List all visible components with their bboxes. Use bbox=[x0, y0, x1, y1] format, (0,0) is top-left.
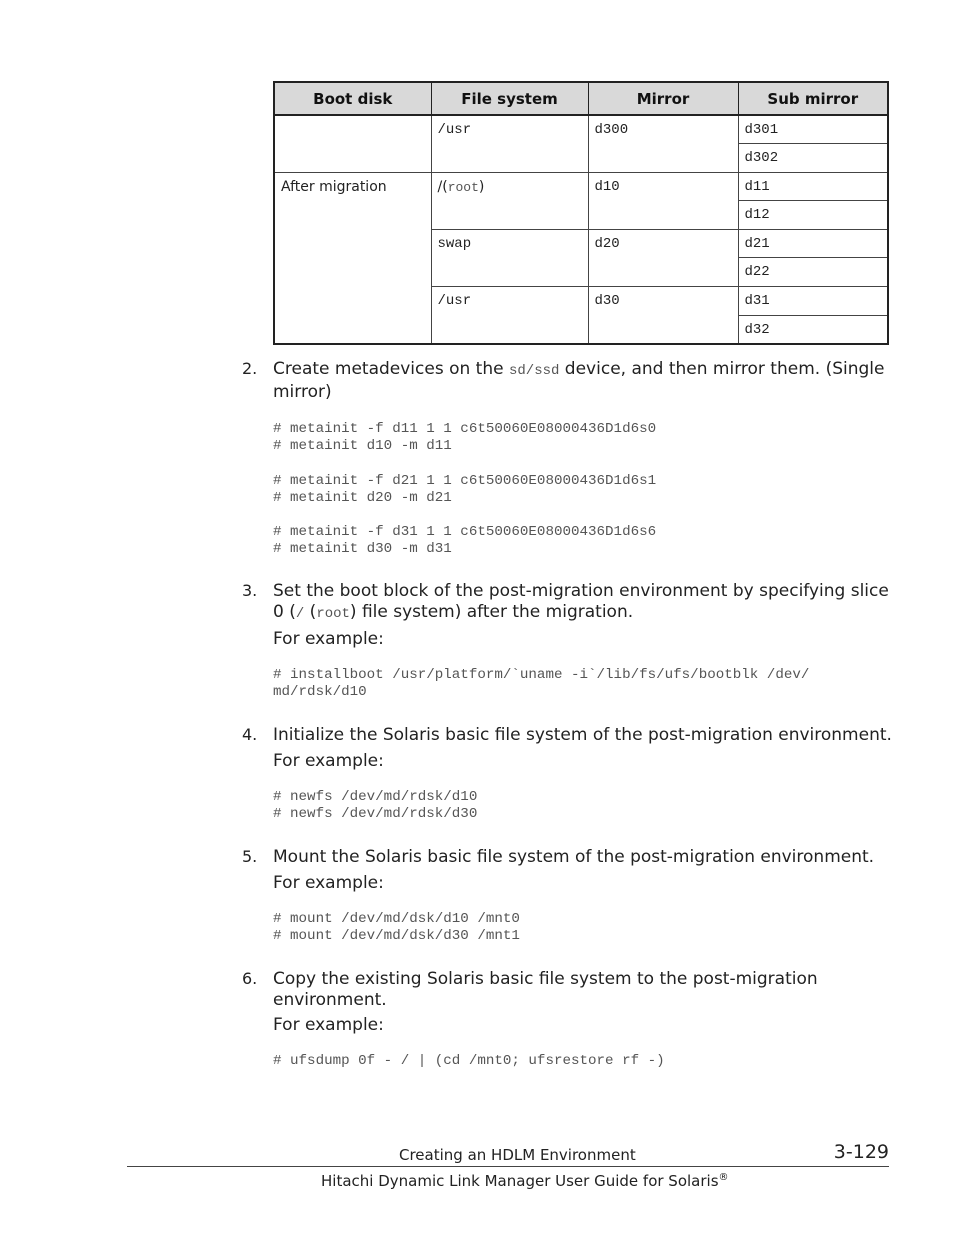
step-text bbox=[273, 359, 892, 402]
mirror-cell: d20 bbox=[588, 229, 738, 286]
table-header-row bbox=[274, 82, 888, 115]
step-number: 2. bbox=[242, 359, 258, 378]
header-sub-mirror: Sub mirror bbox=[738, 82, 888, 115]
code-block-step-5: # mount /dev/md/dsk/d10 /mnt0 # mount /dev/md/dsk/d30 /mnt1 bbox=[273, 911, 520, 945]
step-6 bbox=[242, 969, 892, 1036]
step-number: 3. bbox=[242, 581, 258, 600]
code-block-step-4: # newfs /dev/md/rdsk/d10 # newfs /dev/md/rdsk/d30 bbox=[273, 789, 478, 823]
for-example-label: For example: bbox=[273, 1015, 384, 1035]
sub-mirror-cell: d301 bbox=[738, 115, 888, 144]
step-5 bbox=[242, 847, 892, 893]
sub-mirror-cell: d22 bbox=[738, 258, 888, 287]
step-text bbox=[273, 581, 892, 624]
file-system-cell: /usr bbox=[431, 287, 588, 344]
step-text-c: ) file system) after the migration. bbox=[349, 601, 634, 622]
page-number: 3-129 bbox=[833, 1141, 889, 1163]
sub-mirror-cell: d21 bbox=[738, 229, 888, 258]
mirror-cell: d300 bbox=[588, 115, 738, 172]
file-system-prefix: /( bbox=[437, 178, 448, 195]
file-system-cell bbox=[431, 172, 588, 229]
file-system-root: root bbox=[447, 179, 479, 195]
step-number: 6. bbox=[242, 969, 258, 988]
file-system-suffix: ) bbox=[478, 178, 485, 195]
sub-mirror-cell: d31 bbox=[738, 287, 888, 316]
table-row bbox=[274, 172, 888, 201]
for-example-label: For example: bbox=[273, 629, 384, 649]
mirror-cell: d30 bbox=[588, 287, 738, 344]
code-block-step-2: # metainit -f d11 1 1 c6t50060E08000436D1d6s0 # metainit d10 -m d11 # metainit -f d21 1 1 c6t50060E08000436D1d6s1 # metainit d20 -m d21 # metainit -f d31 1 1 c6t50060E08000436D1d6s6 # metainit d30 -m d31 bbox=[273, 421, 657, 558]
book-title-text: Hitachi Dynamic Link Manager User Guide for Solaris bbox=[321, 1172, 719, 1190]
step-number: 5. bbox=[242, 847, 258, 866]
step-text: Copy the existing Solaris basic file system to the post-migration environment. bbox=[273, 969, 818, 1010]
step-text: Initialize the Solaris basic file system of the post-migration environment. bbox=[273, 725, 892, 745]
step-4 bbox=[242, 725, 892, 771]
table-row bbox=[274, 115, 888, 144]
mirror-cell: d10 bbox=[588, 172, 738, 229]
header-boot-disk: Boot disk bbox=[274, 82, 431, 115]
header-file-system: File system bbox=[431, 82, 588, 115]
step-2 bbox=[242, 359, 892, 402]
sub-mirror-cell: d11 bbox=[738, 172, 888, 201]
step-mono-b: root bbox=[316, 605, 350, 622]
footer-book-title bbox=[321, 1172, 729, 1190]
registered-mark: ® bbox=[718, 1172, 729, 1183]
step-text-b: device, and then mirror them. (Single mirror) bbox=[273, 359, 885, 402]
for-example-label: For example: bbox=[273, 750, 384, 771]
step-text-b: ( bbox=[304, 601, 317, 622]
step-mono-a: / bbox=[295, 605, 305, 622]
step-text-a: Create metadevices on the bbox=[273, 359, 509, 379]
file-system-cell: swap bbox=[431, 229, 588, 286]
boot-disk-cell: After migration bbox=[274, 172, 431, 344]
boot-disk-cell bbox=[274, 115, 431, 172]
file-system-cell: /usr bbox=[431, 115, 588, 172]
code-block-step-3: # installboot /usr/platform/`uname -i`/lib/fs/ufs/bootblk /dev/ md/rdsk/d10 bbox=[273, 667, 810, 701]
step-3 bbox=[242, 581, 892, 650]
step-text: Mount the Solaris basic file system of the post-migration environment. bbox=[273, 847, 875, 867]
sub-mirror-cell: d32 bbox=[738, 315, 888, 344]
footer-divider bbox=[127, 1166, 889, 1167]
step-number: 4. bbox=[242, 725, 258, 744]
sub-mirror-cell: d12 bbox=[738, 201, 888, 230]
header-mirror: Mirror bbox=[588, 82, 738, 115]
for-example-label: For example: bbox=[273, 872, 384, 893]
step-mono: sd/ssd bbox=[508, 363, 560, 379]
sub-mirror-cell: d302 bbox=[738, 144, 888, 173]
step-text-a: Set the boot block of the post-migration environment by specifying slice 0 ( bbox=[273, 581, 889, 622]
mirror-table bbox=[273, 81, 889, 345]
footer-chapter-title: Creating an HDLM Environment bbox=[399, 1146, 636, 1164]
code-block-step-6: # ufsdump 0f - / | (cd /mnt0; ufsrestore rf -) bbox=[273, 1053, 665, 1069]
